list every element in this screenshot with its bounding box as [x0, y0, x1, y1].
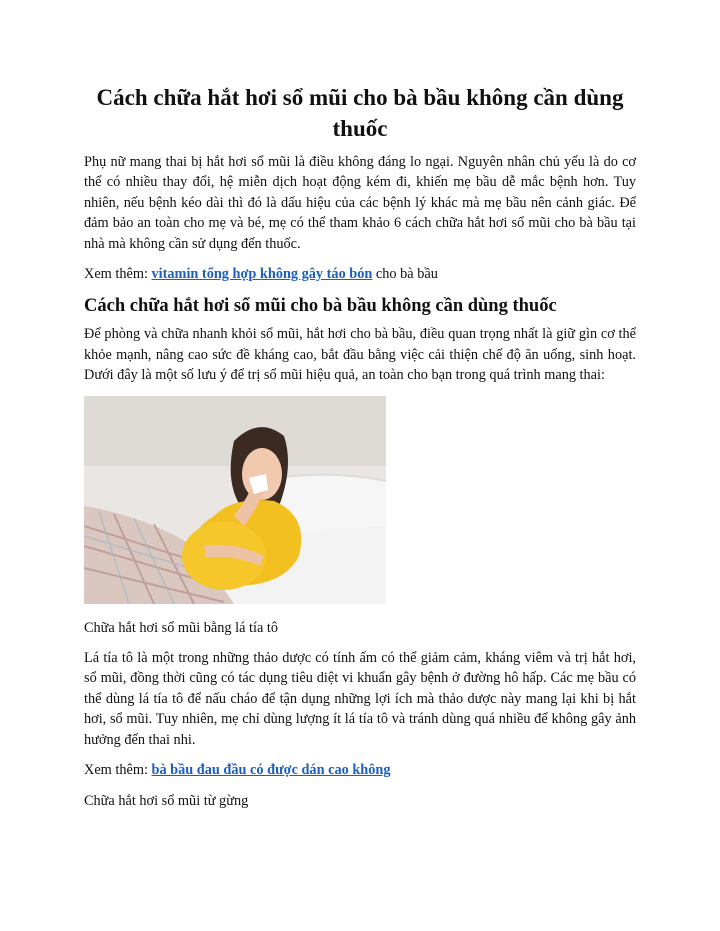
- see-also-1-prefix: Xem thêm:: [84, 266, 152, 283]
- article: [84, 82, 636, 821]
- see-also-1-suffix: cho bà bầu: [372, 266, 438, 283]
- see-also-2-link[interactable]: bà bầu đau đầu có được dán cao không: [151, 762, 391, 779]
- intro-paragraph: Phụ nữ mang thai bị hắt hơi sổ mũi là điều không đáng lo ngại. Nguyên nhân chủ yếu là do cơ thể có nhiều thay đổi, hệ miễn dịch hoạt động kém đi, khiến mẹ bầu dễ mắc bệnh hơn. Tuy nhiên, nếu bệnh kéo dài thì đó là dấu hiệu của các bệnh lý khác mà mẹ bầu nên cảnh giác. Để đảm bảo an toàn cho mẹ và bé, mẹ có thể tham khảo 6 cách chữa hắt hơi sổ mũi cho bà bầu tại nhà mà không cần sử dụng đến thuốc.: [84, 154, 636, 252]
- see-also-2: [84, 760, 636, 780]
- figure-caption-2: Chữa hắt hơi sổ mũi từ gừng: [84, 792, 249, 809]
- see-also-1: [84, 264, 636, 284]
- article-title: Cách chữa hắt hơi sổ mũi cho bà bầu không cần dùng thuốc: [96, 85, 624, 141]
- see-also-2-prefix: Xem thêm:: [84, 762, 152, 779]
- see-also-1-link[interactable]: vitamin tổng hợp không gây táo bón: [151, 266, 373, 283]
- figure-caption-1: Chữa hắt hơi sổ mũi bằng lá tía tô: [84, 619, 278, 636]
- section-intro-paragraph: Để phòng và chữa nhanh khỏi sổ mũi, hắt hơi cho bà bầu, điều quan trọng nhất là giữ gìn cơ thể khỏe mạnh, nâng cao sức đề kháng cao, bắt đầu bằng việc cải thiện chế độ ăn uống, sinh hoạt. Dưới đây là một số lưu ý để trị sổ mũi hiệu quả, an toàn cho bạn trong quá trình mang thai:: [84, 326, 636, 384]
- paragraph-perilla: Lá tía tô là một trong những thảo dược có tính ấm có thể giảm cảm, kháng viêm và trị hắt hơi, sổ mũi, đồng thời cũng có tác dụng tiêu diệt vi khuẩn gây bệnh ở đường hô hấp. Các mẹ bầu có thể dùng lá tía tô để nấu cháo để tận dụng những lợi ích mà thảo dược này mang lại khi bị hắt hơi, sổ mũi. Tuy nhiên, mẹ chỉ dùng lượng ít lá tía tô và tránh dùng quá nhiều để không gây ảnh hưởng đến thai nhi.: [84, 650, 636, 748]
- section-heading: Cách chữa hắt hơi sổ mũi cho bà bầu không cần dùng thuốc: [84, 296, 557, 317]
- pregnant-woman-photo: [84, 396, 386, 604]
